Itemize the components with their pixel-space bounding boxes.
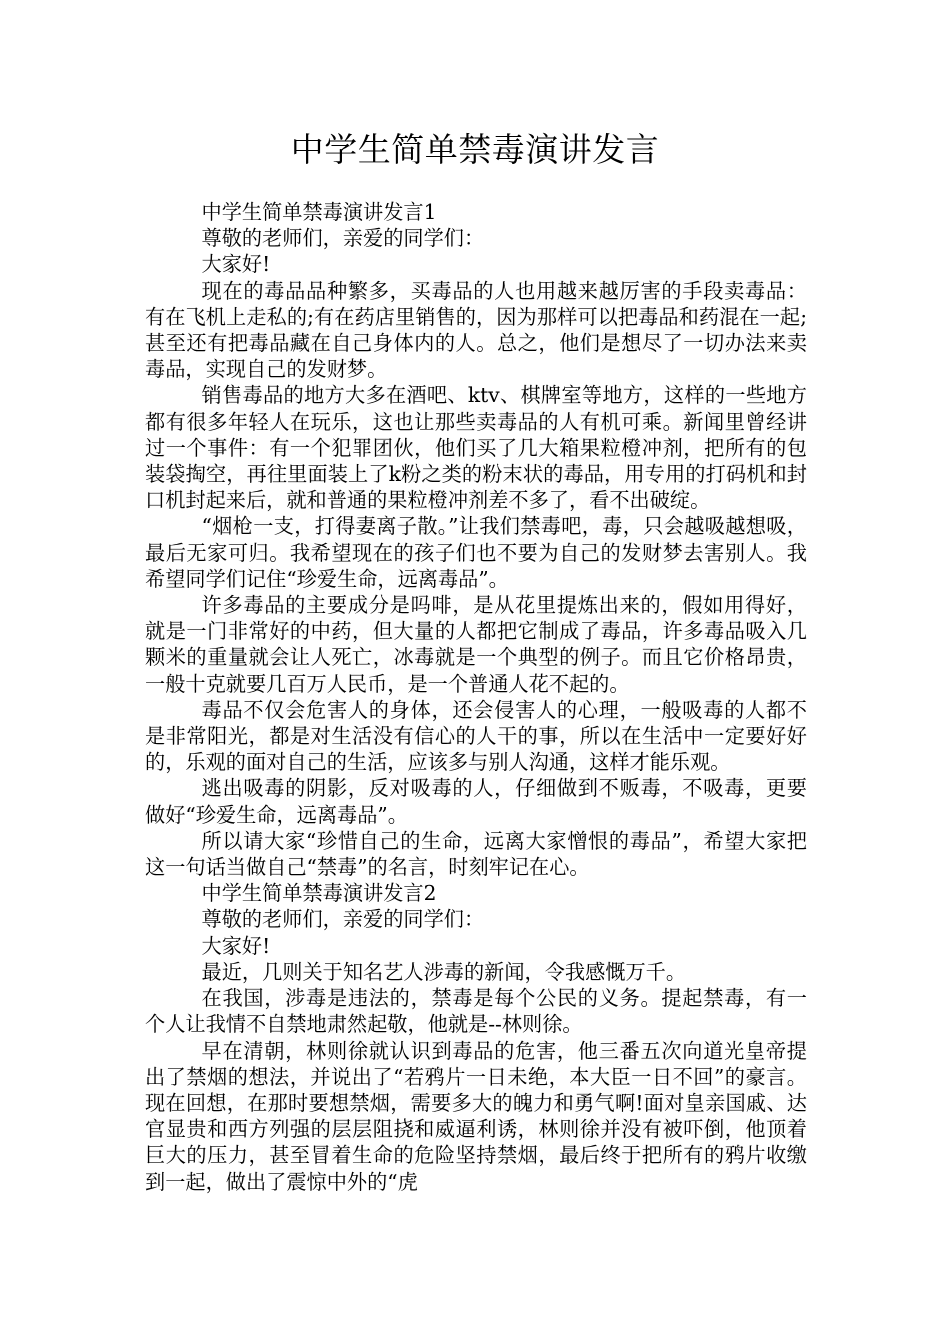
salutation: 尊敬的老师们，亲爱的同学们：	[201, 226, 485, 251]
greeting: 大家好!	[201, 933, 271, 958]
body-paragraph: 销售毒品的地方大多在酒吧、ktv、棋牌室等地方，这样的一些地方都有很多年轻人在玩乐，这也让那些卖毒品的人有机可乘。新闻里曾经讲过一个事件：有一个犯罪团伙，他们买了几大箱果粒橙冲剂，把所有的包装袋掏空，再往里面装上了k粉之类的粉末状的毒品，用专用的打码机和封口机封起来后，就和普通的果粒橙冲剂差不多了，看不出破绽。	[145, 383, 807, 513]
section-heading-2: 中学生简单禁毒演讲发言2	[201, 881, 437, 906]
body-paragraph: 最近，几则关于知名艺人涉毒的新闻，令我感慨万千。	[201, 959, 687, 984]
greeting: 大家好!	[201, 252, 271, 277]
body-paragraph: 毒品不仅会危害人的身体，还会侵害人的心理，一般吸毒的人都不是非常阳光，都是对生活没有信心的人干的事，所以在生活中一定要好好的，乐观的面对自己的生活，应该多与别人沟通，这样才能乐观。	[145, 697, 807, 775]
body-paragraph: 所以请大家“珍惜自己的生命，远离大家憎恨的毒品”，希望大家把这一句话当做自己“禁毒”的名言，时刻牢记在心。	[145, 828, 807, 880]
section-heading-1: 中学生简单禁毒演讲发言1	[201, 200, 437, 224]
body-paragraph: 早在清朝，林则徐就认识到毒品的危害，他三番五次向道光皇帝提出了禁烟的想法，并说出了“若鸦片一日未绝，本大臣一日不回”的豪言。现在回想，在那时要想禁烟，需要多大的魄力和勇气啊!面对皇亲国戚、达官显贵和西方列强的层层阻挠和威逼利诱，林则徐并没有被吓倒，他顶着巨大的压力，甚至冒着生命的危险坚持禁烟，最后终于把所有的鸦片收缴到一起，做出了震惊中外的“虎	[145, 1038, 807, 1194]
document-title: 中学生简单禁毒演讲发言	[290, 130, 660, 169]
body-paragraph: 在我国，涉毒是违法的，禁毒是每个公民的义务。提起禁毒，有一个人让我情不自禁地肃然起敬，他就是--林则徐。	[145, 986, 807, 1037]
body-paragraph: 现在的毒品品种繁多，买毒品的人也用越来越厉害的手段卖毒品：有在飞机上走私的;有在药店里销售的，因为那样可以把毒品和药混在一起;甚至还有把毒品藏在自己身体内的人。总之，他们是想尽了一切办法来卖毒品，实现自己的发财梦。	[145, 278, 807, 382]
body-paragraph: 许多毒品的主要成分是吗啡，是从花里提炼出来的，假如用得好，就是一门非常好的中药，但大量的人都把它制成了毒品，许多毒品吸入几颗米的重量就会让人死亡，冰毒就是一个典型的例子。而且它价格昂贵，一般十克就要几百万人民币，是一个普通人花不起的。	[145, 593, 807, 696]
document-body	[145, 199, 807, 1195]
salutation: 尊敬的老师们，亲爱的同学们：	[201, 907, 485, 932]
body-paragraph: “烟枪一支，打得妻离子散。”让我们禁毒吧，毒，只会越吸越想吸，最后无家可归。我希望现在的孩子们也不要为自己的发财梦去害别人。我希望同学们记住“珍爱生命，远离毒品”。	[145, 514, 807, 591]
body-paragraph: 逃出吸毒的阴影，反对吸毒的人，仔细做到不贩毒，不吸毒，更要做好“珍爱生命，远离毒品”。	[145, 776, 807, 827]
